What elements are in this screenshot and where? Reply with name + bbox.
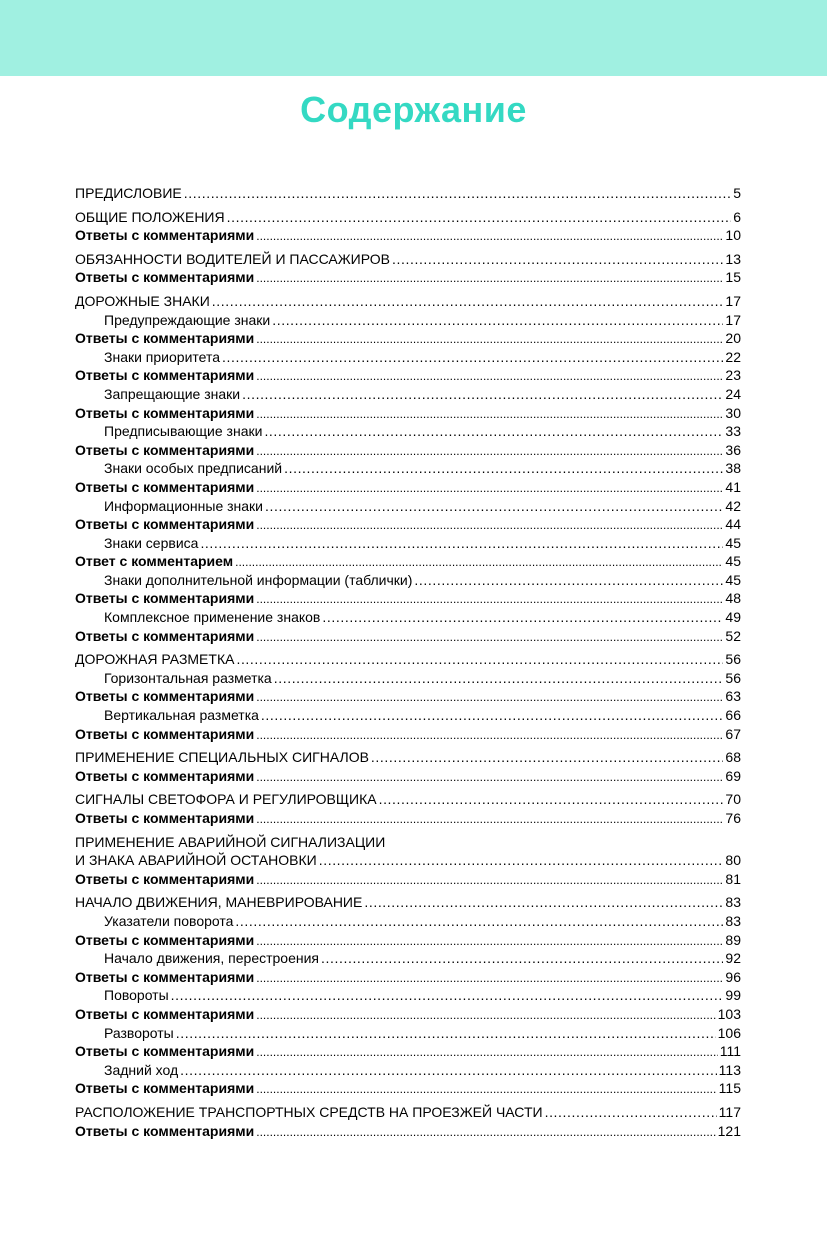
toc-subentry[interactable] — [75, 385, 741, 404]
toc-answers-entry[interactable] — [75, 404, 741, 423]
toc-subentry[interactable] — [75, 534, 741, 553]
toc-page-number: 36 — [725, 441, 741, 458]
dot-leader — [256, 1123, 715, 1142]
toc-entry-label: Ответы с комментариями — [75, 810, 255, 826]
toc-page-number: 63 — [725, 688, 741, 705]
dot-leader — [242, 385, 723, 404]
dot-leader — [256, 871, 723, 890]
toc-answers-entry[interactable] — [75, 515, 741, 534]
toc-entry-label: Ответы с комментариями — [75, 931, 255, 948]
toc-section — [75, 250, 741, 287]
toc-page-number: 117 — [718, 1103, 741, 1120]
toc-entry[interactable] — [75, 650, 741, 669]
dot-leader — [180, 1061, 717, 1080]
dot-leader — [392, 250, 723, 269]
toc-entry-label: Запрещающие знаки — [104, 385, 241, 402]
toc-entry-label: ОБЩИЕ ПОЛОЖЕНИЯ — [75, 208, 225, 225]
toc-page-number: 115 — [718, 1080, 741, 1097]
toc-page-number: 70 — [725, 791, 741, 808]
dot-leader — [200, 534, 723, 553]
toc-page-number: 44 — [725, 516, 741, 533]
dot-leader — [545, 1103, 717, 1122]
toc-entry-label: Ответы с комментариями — [75, 968, 255, 985]
toc-section — [75, 1103, 741, 1140]
toc-page-number: 80 — [725, 852, 741, 869]
toc-section — [75, 748, 741, 785]
toc-entry-label: Начало движения, перестроения — [104, 950, 320, 967]
toc-section — [75, 184, 741, 203]
toc-entry-label: Предупреждающие знаки — [104, 311, 271, 328]
dot-leader — [321, 949, 723, 968]
dot-leader — [256, 932, 723, 951]
toc-entry[interactable] — [75, 748, 741, 767]
toc-page-number: 56 — [725, 669, 741, 686]
toc-entry-label: Задний ход — [104, 1061, 179, 1078]
toc-entry[interactable] — [75, 208, 741, 227]
toc-entry[interactable] — [75, 893, 741, 912]
dot-leader — [256, 405, 723, 424]
toc-section — [75, 790, 741, 827]
dot-leader — [256, 227, 723, 246]
dot-leader — [371, 748, 724, 767]
toc-subentry[interactable] — [75, 912, 741, 931]
toc-answers-entry[interactable] — [75, 226, 741, 245]
toc-page-number: 30 — [725, 404, 741, 421]
toc-page-number: 6 — [733, 208, 741, 225]
toc-page-number: 76 — [725, 810, 741, 826]
toc-subentry[interactable] — [75, 459, 741, 478]
dot-leader — [256, 367, 723, 386]
dot-leader — [256, 1006, 715, 1025]
toc-entry-label: Ответы с комментариями — [75, 1122, 255, 1139]
toc-page-number: 83 — [725, 912, 741, 929]
toc-entry-label: Ответы с комментариями — [75, 870, 255, 887]
toc-section — [75, 833, 741, 889]
toc-section — [75, 208, 741, 245]
toc-page-number: 103 — [717, 1005, 741, 1022]
toc-entry-label: Ответы с комментариями — [75, 227, 255, 244]
dot-leader — [227, 208, 732, 227]
dot-leader — [256, 590, 723, 609]
toc-entry-label: Ответы с комментариями — [75, 1005, 255, 1022]
toc-entry-label: Ответы с комментариями — [75, 767, 255, 784]
dot-leader — [379, 790, 724, 809]
dot-leader — [235, 912, 723, 931]
toc-entry[interactable] — [75, 184, 741, 203]
dot-leader — [256, 442, 723, 461]
toc-entry-label: ПРИМЕНЕНИЕ АВАРИЙНОЙ СИГНАЛИЗАЦИИ — [75, 833, 386, 850]
toc-entry-label: Знаки дополнительной информации (таблички) — [104, 571, 413, 588]
toc-subentry[interactable] — [75, 497, 741, 516]
dot-leader — [284, 459, 723, 478]
toc-page-number: 48 — [725, 590, 741, 607]
dot-leader — [184, 184, 731, 203]
toc-subentry[interactable] — [75, 986, 741, 1005]
toc-section — [75, 292, 741, 645]
toc-page-number: 45 — [725, 534, 741, 551]
toc-subentry[interactable] — [75, 1061, 741, 1080]
toc-subentry[interactable] — [75, 1024, 741, 1043]
dot-leader — [256, 688, 723, 707]
dot-leader — [256, 330, 723, 349]
toc-page-number: 92 — [725, 950, 741, 967]
toc-answers-entry[interactable] — [75, 687, 741, 706]
dot-leader — [256, 628, 723, 647]
toc-entry-label: Ответы с комментариями — [75, 269, 255, 286]
toc-entry-label: Комплексное применение знаков — [104, 609, 321, 626]
toc-entry-label: Ответы с комментариями — [75, 404, 255, 421]
toc-entry[interactable] — [75, 851, 741, 870]
toc-answers-entry[interactable] — [75, 268, 741, 287]
toc-answers-entry[interactable] — [75, 870, 741, 889]
toc-page-number: 111 — [719, 1043, 741, 1060]
toc-entry-label: СИГНАЛЫ СВЕТОФОРА И РЕГУЛИРОВЩИКА — [75, 791, 377, 808]
toc-page-number: 41 — [725, 478, 741, 495]
toc-answers-entry[interactable] — [75, 627, 741, 646]
toc-subentry[interactable] — [75, 348, 741, 367]
dot-leader — [272, 311, 723, 330]
dot-leader — [256, 810, 723, 829]
toc-entry-label: Знаки сервиса — [104, 534, 199, 551]
toc-entry-label: Развороты — [104, 1024, 174, 1041]
toc-entry-label: Информационные знаки — [104, 497, 264, 514]
toc-page-number: 22 — [725, 348, 741, 365]
toc-subentry[interactable] — [75, 571, 741, 590]
toc-section — [75, 650, 741, 743]
toc-page-number: 69 — [725, 767, 741, 784]
toc-subentry[interactable] — [75, 949, 741, 968]
toc-entry-label: Ответы с комментариями — [75, 441, 255, 458]
table-of-contents — [75, 184, 741, 1145]
dot-leader — [265, 497, 723, 516]
toc-entry[interactable] — [75, 790, 741, 809]
toc-answers-entry[interactable] — [75, 1042, 741, 1061]
toc-page-number: 20 — [725, 330, 741, 347]
toc-entry[interactable] — [75, 292, 741, 311]
dot-leader — [322, 608, 723, 627]
page-title: Содержание — [300, 89, 527, 130]
toc-entry-label: И ЗНАКА АВАРИЙНОЙ ОСТАНОВКИ — [75, 852, 317, 869]
toc-page-number: 10 — [725, 227, 741, 244]
toc-page-number: 38 — [725, 460, 741, 477]
toc-page-number: 24 — [725, 385, 741, 402]
toc-page-number: 23 — [725, 367, 741, 384]
dot-leader — [256, 768, 723, 787]
toc-page-number: 33 — [725, 423, 741, 440]
dot-leader — [212, 292, 724, 311]
dot-leader — [414, 571, 723, 590]
toc-answers-entry[interactable] — [75, 1005, 741, 1024]
toc-entry-label: РАСПОЛОЖЕНИЕ ТРАНСПОРТНЫХ СРЕДСТВ НА ПРОЕЗЖЕЙ ЧАСТИ — [75, 1103, 543, 1120]
toc-answers-entry[interactable] — [75, 441, 741, 460]
dot-leader — [256, 269, 723, 288]
toc-answers-entry[interactable] — [75, 1079, 741, 1098]
toc-page-number: 66 — [725, 707, 741, 724]
toc-answers-entry[interactable] — [75, 931, 741, 950]
toc-entry-label: Ответ с комментарием — [75, 553, 234, 570]
toc-answers-entry[interactable] — [75, 767, 741, 786]
toc-answers-entry[interactable] — [75, 552, 741, 571]
toc-section — [75, 893, 741, 1098]
toc-entry-label: Ответы с комментариями — [75, 516, 255, 533]
toc-page-number: 68 — [725, 749, 741, 766]
dot-leader — [256, 516, 723, 535]
dot-leader — [274, 669, 724, 688]
toc-page-number: 42 — [725, 497, 741, 514]
dot-leader — [364, 893, 723, 912]
toc-page-number: 121 — [717, 1122, 741, 1139]
toc-subentry[interactable] — [75, 706, 741, 725]
toc-answers-entry[interactable] — [75, 1122, 741, 1141]
toc-entry-label: Вертикальная разметка — [104, 707, 259, 724]
toc-entry-label: ОБЯЗАННОСТИ ВОДИТЕЛЕЙ И ПАССАЖИРОВ — [75, 250, 390, 267]
toc-page-number: 15 — [725, 269, 741, 286]
toc-entry-label: Ответы с комментариями — [75, 1080, 255, 1097]
toc-entry-label: Ответы с комментариями — [75, 590, 255, 607]
toc-page-number: 106 — [717, 1024, 741, 1041]
toc-page-number: 13 — [725, 250, 741, 267]
toc-page-number: 52 — [725, 627, 741, 644]
toc-subentry[interactable] — [75, 669, 741, 688]
toc-page-number: 67 — [725, 725, 741, 742]
toc-subentry[interactable] — [75, 422, 741, 441]
toc-entry-label: ДОРОЖНЫЕ ЗНАКИ — [75, 292, 210, 309]
toc-answers-entry[interactable] — [75, 478, 741, 497]
toc-answers-entry[interactable] — [75, 809, 741, 828]
dot-leader — [319, 851, 724, 870]
toc-entry-label: Ответы с комментариями — [75, 478, 255, 495]
toc-subentry[interactable] — [75, 311, 741, 330]
toc-entry-label: ПРИМЕНЕНИЕ СПЕЦИАЛЬНЫХ СИГНАЛОВ — [75, 749, 369, 766]
dot-leader — [256, 969, 723, 988]
toc-subentry[interactable] — [75, 608, 741, 627]
toc-entry[interactable] — [75, 1103, 741, 1122]
toc-page-number: 83 — [725, 894, 741, 911]
toc-entry-label: Указатели поворота — [104, 912, 234, 929]
toc-page-number: 45 — [725, 571, 741, 588]
dot-leader — [236, 650, 723, 669]
top-color-band — [0, 0, 827, 76]
toc-page-number: 113 — [718, 1061, 741, 1078]
toc-answers-entry[interactable] — [75, 366, 741, 385]
toc-answers-entry[interactable] — [75, 725, 741, 744]
toc-page-number: 49 — [725, 609, 741, 626]
dot-leader — [176, 1024, 716, 1043]
toc-entry-label: Ответы с комментариями — [75, 330, 255, 347]
toc-entry-label: ПРЕДИСЛОВИЕ — [75, 185, 182, 201]
toc-page-number: 56 — [725, 651, 741, 668]
toc-answers-entry[interactable] — [75, 589, 741, 608]
toc-entry[interactable] — [75, 250, 741, 269]
toc-entry-label: Предписывающие знаки — [104, 423, 263, 440]
toc-answers-entry[interactable] — [75, 968, 741, 987]
toc-page-number: 81 — [725, 870, 741, 887]
toc-entry-label: Ответы с комментариями — [75, 1043, 255, 1060]
dot-leader — [222, 348, 723, 367]
toc-entry-label: Знаки особых предписаний — [104, 460, 283, 477]
toc-entry-label: Ответы с комментариями — [75, 725, 255, 742]
dot-leader — [261, 706, 724, 725]
toc-entry-label: Знаки приоритета — [104, 348, 221, 365]
toc-entry-label: НАЧАЛО ДВИЖЕНИЯ, МАНЕВРИРОВАНИЕ — [75, 894, 363, 911]
dot-leader — [256, 1043, 717, 1062]
toc-entry-label: Ответы с комментариями — [75, 688, 255, 705]
dot-leader — [235, 553, 723, 572]
toc-page-number: 45 — [725, 553, 741, 570]
toc-entry-label: Ответы с комментариями — [75, 367, 255, 384]
toc-page-number: 17 — [725, 311, 741, 328]
dot-leader — [256, 479, 723, 498]
toc-page-number: 96 — [725, 968, 741, 985]
toc-entry-label: Горизонтальная разметка — [104, 669, 272, 686]
toc-entry[interactable] — [75, 833, 741, 852]
dot-leader — [264, 422, 723, 441]
dot-leader — [256, 1080, 716, 1099]
toc-entry-label: Повороты — [104, 987, 169, 1004]
toc-page-number: 89 — [725, 931, 741, 948]
dot-leader — [256, 726, 723, 745]
toc-entry-label: ДОРОЖНАЯ РАЗМЕТКА — [75, 651, 235, 668]
toc-page-number: 5 — [733, 185, 741, 201]
toc-page-number: 99 — [725, 987, 741, 1004]
toc-entry-label: Ответы с комментариями — [75, 627, 255, 644]
toc-answers-entry[interactable] — [75, 329, 741, 348]
dot-leader — [171, 986, 724, 1005]
toc-page-number: 17 — [725, 292, 741, 309]
